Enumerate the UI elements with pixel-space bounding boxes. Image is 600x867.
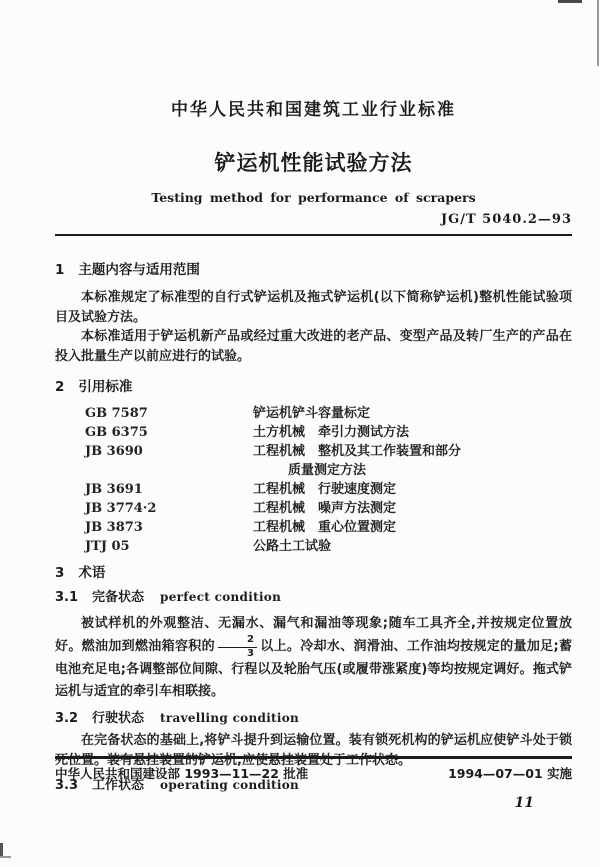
section-2-heading [55, 378, 572, 396]
term-name-english: perfect condition [160, 590, 282, 604]
scan-artifact-right-edge [597, 0, 599, 66]
definition-text-before-fraction: 被试样机的外观整洁、无漏水、漏气和漏油等现象;随车工具齐全,并按规定位置放好。燃油加到燃油箱容积的 [55, 616, 572, 654]
term-number: 3.3 [55, 778, 79, 793]
reference-title [253, 442, 572, 480]
implementation-statement: 1994—07—01 实施 [448, 766, 572, 781]
term-3-1-definition [55, 613, 572, 703]
reference-title: 土方机械 牵引力测试方法 [253, 425, 410, 440]
document-title-chinese: 铲运机性能试验方法 [214, 151, 413, 175]
document-title-english: Testing method for performance of scrapers [151, 190, 476, 205]
footer [55, 765, 572, 783]
section-2-title: 引用标准 [78, 379, 133, 395]
section-1-heading [55, 261, 572, 279]
term-number: 3.2 [55, 711, 79, 726]
reference-code: GB 7587 [85, 406, 148, 421]
reference-code: GB 6375 [85, 425, 148, 440]
reference-row [55, 499, 572, 518]
fraction-denominator: 3 [246, 648, 254, 659]
reference-code: JB 3873 [85, 520, 143, 535]
reference-row [55, 423, 572, 442]
standard-code: JG/T 5040.2—93 [440, 212, 572, 227]
reference-title: 工程机械 噪声方法测定 [253, 501, 397, 516]
term-name-chinese: 完备状态 [92, 590, 145, 605]
reference-code: JB 3690 [85, 444, 143, 459]
header-rule [55, 234, 572, 236]
section-1-title: 主题内容与适用范围 [78, 262, 200, 278]
section-3-heading [55, 564, 572, 582]
section-1-paragraph-2: 本标准适用于铲运机新产品或经过重大改进的老产品、变型产品及转厂生产的产品在投入批量生产以前应进行的试验。 [55, 329, 572, 364]
reference-code: JB 3774·2 [85, 501, 157, 516]
section-1-number: 1 [55, 262, 65, 278]
term-3-2-heading [55, 709, 572, 728]
reference-row [55, 442, 572, 480]
footer-rule [55, 756, 572, 759]
reference-list [55, 404, 572, 556]
term-3-1-heading [55, 588, 572, 607]
reference-row [55, 518, 572, 537]
term-name-english: travelling condition [160, 711, 300, 725]
reference-title: 工程机械 行驶速度测定 [253, 482, 397, 497]
term-3-2-definition: 在完备状态的基础上,将铲斗提升到运输位置。装有锁死机构的铲运机应使铲斗处于锁死位置。装有悬挂装置的铲运机,应使悬挂装置处于工作状态。 [55, 733, 572, 768]
term-number: 3.1 [55, 590, 79, 605]
reference-title-line-2: 质量测定方法 [288, 463, 367, 478]
page-number: 11 [514, 795, 534, 811]
section-3-title: 术语 [78, 565, 106, 581]
reference-row [55, 537, 572, 556]
reference-title-line-1: 工程机械 整机及其工作装置和部分 [253, 444, 462, 459]
reference-code: JTJ 05 [85, 539, 130, 554]
reference-title: 公路土工试验 [253, 539, 332, 554]
term-name-english: operating condition [160, 778, 300, 792]
scan-artifact-bottom-left-horizontal [0, 856, 11, 858]
standard-class-title: 中华人民共和国建筑工业行业标准 [171, 100, 456, 120]
reference-code: JB 3691 [85, 482, 143, 497]
term-name-chinese: 工作状态 [92, 778, 145, 793]
definition-text-after-fraction: 以上。冷却水、润滑油、工作油均按规定的量加足;蓄电池充足电;各调整部位间隙、行程以及轮胎气压(或履带涨紧度)等均按规定调好。拖式铲运机与适宜的牵引车相联接。 [55, 639, 572, 699]
fraction-two-thirds [218, 635, 257, 659]
approval-statement: 中华人民共和国建设部 1993—11—22 批准 [55, 766, 309, 781]
reference-title: 铲运机铲斗容量标定 [253, 406, 371, 421]
document-body [55, 0, 572, 795]
fraction-numerator: 2 [218, 635, 257, 648]
section-2-number: 2 [55, 379, 65, 395]
section-3-number: 3 [55, 565, 65, 581]
reference-row [55, 404, 572, 423]
reference-title: 工程机械 重心位置测定 [253, 520, 397, 535]
term-name-chinese: 行驶状态 [92, 711, 145, 726]
section-1-paragraph-1: 本标准规定了标准型的自行式铲运机及拖式铲运机(以下简称铲运机)整机性能试验项目及试验方法。 [55, 290, 572, 325]
reference-row [55, 480, 572, 499]
